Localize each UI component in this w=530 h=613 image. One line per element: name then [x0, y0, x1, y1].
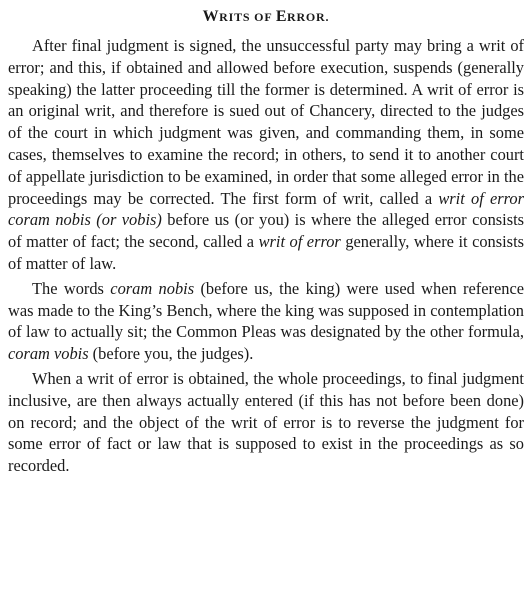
italic-term: writ of error: [258, 232, 341, 252]
text-run: After final judgment is signed, the unsuccessful party may bring a writ of error; and this, if obtained and allowed before execution, suspends (generally speaking) the latter proceeding till the former is determined. A writ of error is an original writ, and therefore is sued out of Chancery, directed to the judges of the court in which judgment was given, and commanding them, in some cases, themselves to examine the record; in others, to send it to another court of appellate jurisdiction to be examined, in order that some alleged error in the proceedings may be corrected. The first form of writ, called a: [8, 36, 524, 208]
text-run: (before us, the king) were used when reference was made to the King’s Bench, where the king was supposed in contemplation of law to actually sit; the Common Pleas was designated by the other formula,: [8, 278, 524, 342]
paragraph-record: [8, 368, 524, 477]
paragraph-coram-nobis: [8, 278, 524, 365]
heading-cap-w: W: [202, 8, 220, 25]
text-run: before us (or you) is where the alleged error consists of matter of fact; the second, called a: [8, 210, 525, 252]
text-run: generally, where it consists of matter of law.: [8, 232, 524, 273]
text-run: (before you, the judges).: [88, 344, 254, 364]
heading-cap-e: E: [275, 8, 287, 25]
paragraph-writ-of-error: [8, 35, 524, 275]
heading-small-caps-w: RITS OF: [219, 10, 276, 24]
italic-term: coram nobis: [110, 278, 195, 298]
text-run: When a writ of error is obtained, the whole proceedings, to final judgment inclusive, are then always actually entered (if this has not before been done) on record; and the object of the writ of error is to reverse the judgment for some error of fact or law that is supposed to exist in the proceedings as so recorded.: [8, 368, 524, 476]
italic-term: coram vobis: [8, 344, 89, 364]
text-run: The words: [32, 278, 111, 298]
italic-term: writ of error coram nobis (or vobis): [8, 188, 524, 230]
section-heading: [8, 6, 524, 28]
heading-small-caps-e: RROR.: [286, 10, 330, 24]
